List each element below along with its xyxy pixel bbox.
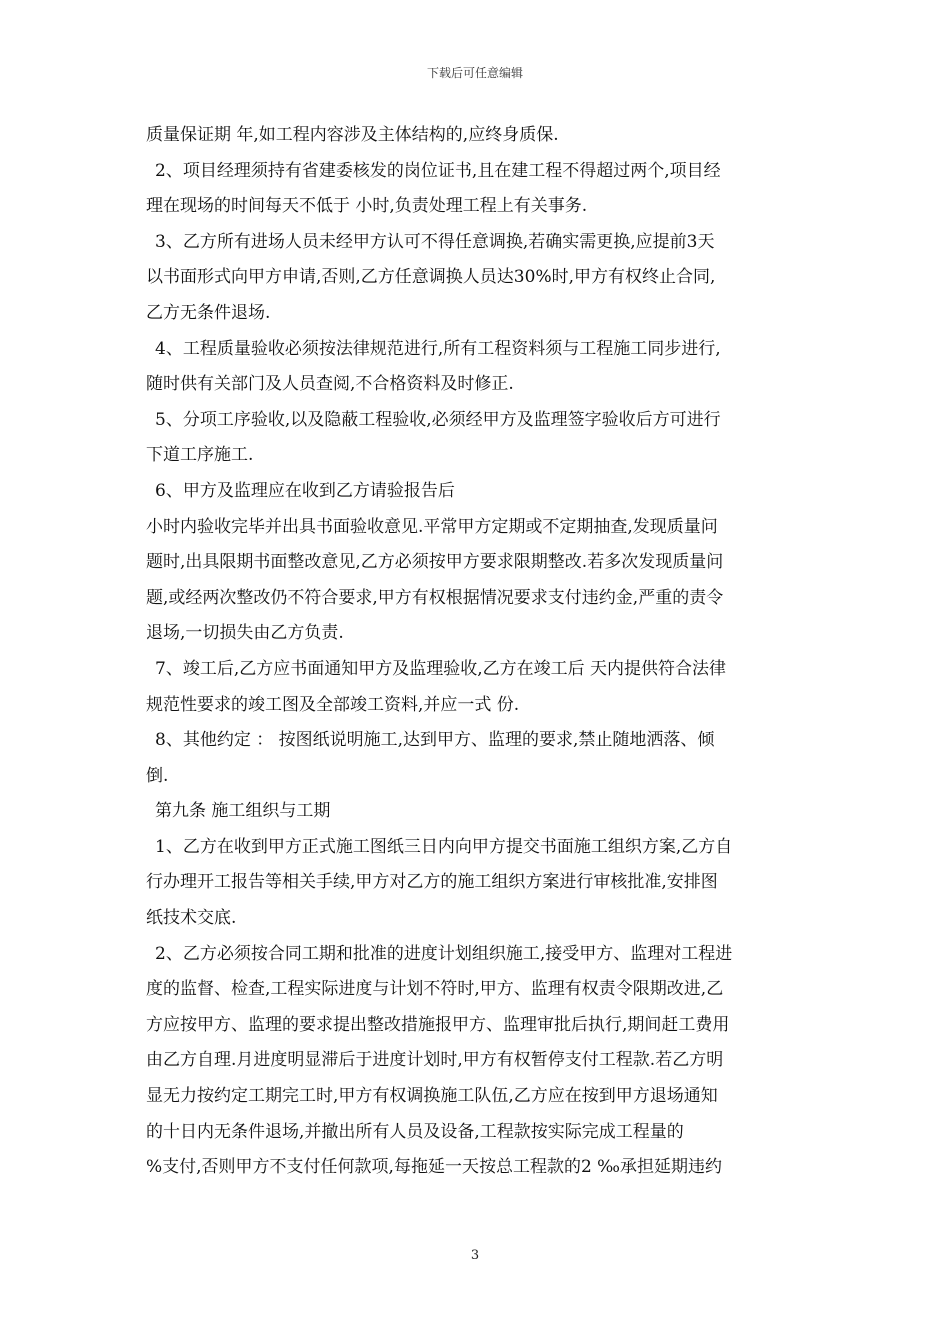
text-line: 小时内验收完毕并出具书面验收意见.平常甲方定期或不定期抽查,发现质量问 — [146, 516, 718, 537]
text-line: 的十日内无条件退场,并撤出所有人员及设备,工程款按实际完成工程量的 — [146, 1121, 684, 1142]
text-line: 2、项目经理须持有省建委核发的岗位证书,且在建工程不得超过两个,项目经 — [155, 160, 721, 181]
document-body — [146, 118, 816, 1186]
text-line: 退场,一切损失由乙方负责. — [146, 623, 344, 644]
text-line: 随时供有关部门及人员查阅,不合格资料及时修正. — [146, 374, 514, 395]
text-line: 由乙方自理.月进度明显滞后于进度计划时,甲方有权暂停支付工程款.若乙方明 — [146, 1050, 724, 1071]
text-line: 规范性要求的竣工图及全部竣工资料,并应一式 份. — [146, 694, 520, 715]
text-line: 纸技术交底. — [146, 908, 237, 929]
text-line: 4、工程质量验收必须按法律规范进行,所有工程资料须与工程施工同步进行, — [155, 338, 721, 359]
text-line: 8、其他约定 ： 按图纸说明施工,达到甲方、监理的要求,禁止随地洒落、倾 — [155, 730, 715, 751]
page-number: 3 — [470, 1248, 480, 1263]
text-line: 题,或经两次整改仍不符合要求,甲方有权根据情况要求支付违约金,严重的责令 — [146, 587, 724, 608]
text-line: 乙方无条件退场. — [146, 302, 271, 323]
page-header: 下载后可任意编辑 — [426, 66, 523, 80]
text-line: 5、分项工序验收,以及隐蔽工程验收,必须经甲方及监理签字验收后方可进行 — [155, 409, 721, 430]
text-line: 下道工序施工. — [146, 445, 254, 466]
text-line: 第九条 施工组织与工期 — [155, 801, 331, 822]
text-line: 理在现场的时间每天不低于 小时,负责处理工程上有关事务. — [146, 196, 588, 217]
text-line: 行办理开工报告等相关手续,甲方对乙方的施工组织方案进行审核批准,安排图 — [146, 872, 718, 893]
text-line: 题时,出具限期书面整改意见,乙方必须按甲方要求限期整改.若多次发现质量问 — [146, 552, 724, 573]
text-line: 方应按甲方、监理的要求提出整改措施报甲方、监理审批后执行,期间赶工费用 — [146, 1014, 730, 1035]
text-line: 倒. — [146, 765, 169, 786]
text-line: 显无力按约定工期完工时,甲方有权调换施工队伍,乙方应在按到甲方退场通知 — [146, 1086, 718, 1107]
text-line: 质量保证期 年,如工程内容涉及主体结构的,应终身质保. — [146, 125, 559, 145]
text-line: 3、乙方所有进场人员未经甲方认可不得任意调换,若确实需更换,应提前3天 — [155, 231, 715, 252]
text-line: 6、甲方及监理应在收到乙方请验报告后 — [155, 480, 455, 501]
text-line: 2、乙方必须按合同工期和批准的进度计划组织施工,接受甲方、监理对工程进 — [155, 943, 733, 964]
text-line: 7、竣工后,乙方应书面通知甲方及监理验收,乙方在竣工后 天内提供符合法律 — [155, 658, 727, 679]
text-line: 1、乙方在收到甲方正式施工图纸三日内向甲方提交书面施工组织方案,乙方自 — [155, 836, 733, 857]
text-line: 以书面形式向甲方申请,否则,乙方任意调换人员达30%时,甲方有权终止合同, — [146, 267, 716, 288]
text-line: %支付,否则甲方不支付任何款项,每拖延一天按总工程款的2 ‰承担延期违约 — [146, 1157, 722, 1178]
text-line: 度的监督、检查,工程实际进度与计划不符时,甲方、监理有权责令限期改进,乙 — [146, 979, 724, 1000]
